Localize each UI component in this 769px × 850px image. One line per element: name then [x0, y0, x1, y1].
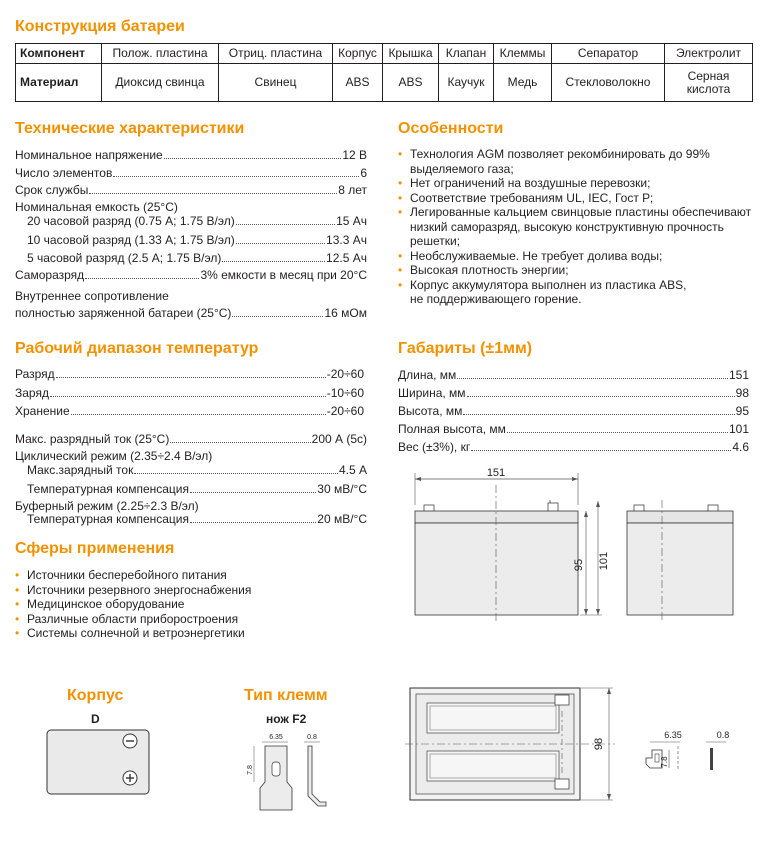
features-title: Особенности [398, 120, 504, 137]
temp-max-charge: Макс.зарядный ток 4.5 А [27, 463, 367, 477]
temp-comp-cyclic: Температурная компенсация 30 мВ/°С [27, 482, 367, 496]
spec-c10: 10 часовой разряд (1.33 А; 1.75 В/эл) 13.3 Ач [27, 233, 367, 247]
table-header-component: Компонент [16, 44, 102, 64]
applications-title: Сферы применения [15, 540, 175, 557]
term-height-label: 7.8 [660, 756, 669, 768]
terminal-title: Тип клемм [244, 687, 328, 704]
front-total-label: 101 [598, 551, 610, 571]
temp-storage: Хранение -20÷60 [15, 404, 364, 418]
dim-weight: Вес (±3%), кг 4.6 [398, 440, 749, 454]
term-type-thickness-label: 0.8 [307, 734, 317, 741]
spec-capacity-heading: Номинальная емкость (25°С) [15, 200, 178, 214]
list-item: • Нет ограничений на воздушные перевозки; [398, 176, 753, 191]
list-item: • Корпус аккумулятора выполнен из пластика ABS, не поддерживающего горение. [398, 278, 753, 307]
table-cell: ABS [383, 64, 439, 102]
construction-table [15, 43, 753, 102]
table-cell: ABS [333, 64, 383, 102]
features-list [398, 147, 753, 307]
table-cell: Электролит [665, 44, 753, 64]
temp-buffer-heading: Буферный режим (2.25÷2.3 В/эл) [15, 499, 199, 513]
table-cell: Медь [494, 64, 552, 102]
dim-height: Высота, мм 95 [398, 404, 749, 418]
top-view-drawing [405, 683, 620, 808]
table-cell: Отриц. пластина [219, 44, 333, 64]
dim-length: Длина, мм 151 [398, 368, 749, 382]
terminal-detail-drawing [636, 722, 761, 782]
list-item: • Медицинское оборудование [15, 597, 365, 612]
term-type-height-label: 7.8 [247, 765, 254, 775]
term-type-width-label: 6.35 [269, 734, 283, 741]
front-height-label: 95 [573, 558, 585, 572]
top-width-label: 98 [593, 737, 605, 751]
table-cell: Сепаратор [552, 44, 665, 64]
table-header-material: Материал [16, 64, 102, 102]
spec-life: Срок службы 8 лет [15, 183, 367, 197]
applications-list [15, 568, 365, 641]
spec-cells: Число элементов 6 [15, 166, 367, 180]
construction-title: Конструкция батареи [15, 18, 185, 35]
temp-discharge: Разряд -20÷60 [15, 367, 364, 381]
dim-width: Ширина, мм 98 [398, 386, 749, 400]
specs-title: Технические характеристики [15, 120, 245, 137]
dimensions-title: Габариты (±1мм) [398, 340, 533, 357]
spec-nominal-voltage: Номинальное напряжение 12 В [15, 148, 367, 162]
temp-cyclic-heading: Циклический режим (2.35÷2.4 В/эл) [15, 449, 213, 463]
table-cell: Стекловолокно [552, 64, 665, 102]
front-view-drawing [400, 465, 620, 625]
case-drawing [46, 729, 150, 795]
table-cell: Клапан [439, 44, 494, 64]
table-cell: Крышка [383, 44, 439, 64]
temp-charge: Заряд -10÷60 [15, 386, 364, 400]
spec-self-discharge: Саморазряд 3% емкости в месяц при 20°С [15, 268, 367, 282]
temp-max-discharge: Макс. разрядный ток (25°С) 200 А (5с) [15, 432, 367, 446]
list-item: • Технология AGM позволяет рекомбинировать до 99% выделяемого газа; [398, 147, 753, 176]
list-item: • Источники бесперебойного питания [15, 568, 365, 583]
list-item: • Необслуживаемые. Не требует долива воды; [398, 249, 753, 264]
term-width-label: 6.35 [664, 730, 682, 740]
spec-c5: 5 часовой разряд (2.5 А; 1.75 В/эл) 12.5 Ач [27, 251, 367, 265]
table-cell: Корпус [333, 44, 383, 64]
table-cell: Свинец [219, 64, 333, 102]
table-cell: Каучук [439, 64, 494, 102]
list-item: • Соответствие требованиям UL, IEC, Гост Р; [398, 191, 753, 206]
spec-c20: 20 часовой разряд (0.75 А; 1.75 В/эл) 15 Ач [27, 214, 367, 228]
table-cell: Диоксид свинца [102, 64, 219, 102]
table-cell: Клеммы [494, 44, 552, 64]
terminal-type-drawing [240, 730, 335, 810]
list-item: • Высокая плотность энергии; [398, 263, 753, 278]
terminal-code: нож F2 [266, 712, 307, 726]
case-title: Корпус [67, 687, 124, 704]
case-code: D [91, 712, 100, 726]
dim-total-height: Полная высота, мм 101 [398, 422, 749, 436]
list-item: • Различные области приборостроения [15, 612, 365, 627]
temperature-title: Рабочий диапазон температур [15, 340, 259, 357]
side-view-drawing [622, 495, 742, 625]
spec-resistance-line1: Внутреннее сопротивление [15, 289, 169, 303]
front-length-label: 151 [486, 467, 506, 479]
spec-resistance: полностью заряженной батареи (25°С) 16 мОм [15, 306, 367, 320]
term-thickness-label: 0.8 [716, 730, 730, 740]
list-item: • Источники резервного энергоснабжения [15, 583, 365, 598]
list-item: • Легированные кальцием свинцовые пластины обеспечивают низкий саморазряд, высокую конструктивную прочность решетки; [398, 205, 753, 249]
temp-comp-buffer: Температурная компенсация 20 мВ/°С [27, 512, 367, 526]
table-cell: Серная кислота [665, 64, 753, 102]
list-item: • Системы солнечной и ветроэнергетики [15, 626, 365, 641]
table-cell: Полож. пластина [102, 44, 219, 64]
